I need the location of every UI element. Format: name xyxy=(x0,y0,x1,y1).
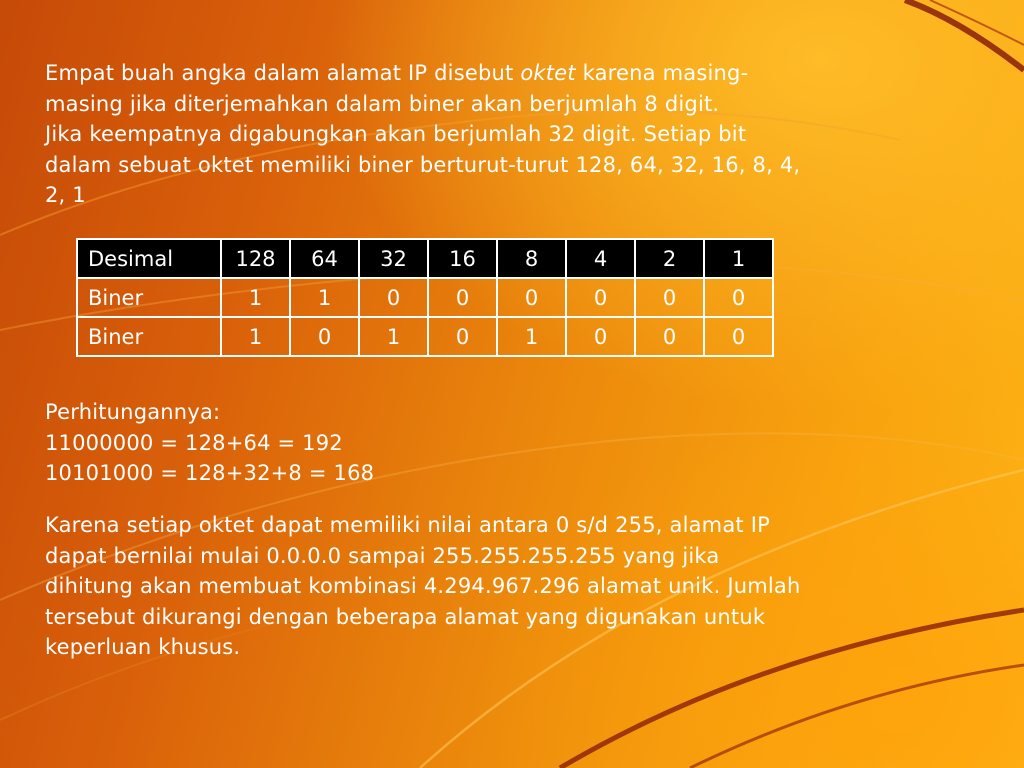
intro-line-3: Jika keempatnya digabungkan akan berjumlah 32 digit. Setiap bit xyxy=(45,122,747,146)
intro-line-2: masing jika diterjemahkan dalam biner akan berjumlah 8 digit. xyxy=(45,91,720,116)
table-row-biner-168 xyxy=(77,317,773,356)
table-cell: 2 xyxy=(635,239,704,278)
table-cell: 0 xyxy=(497,278,566,317)
table-cell: 0 xyxy=(566,317,635,356)
intro-line-1-start: Empat buah angka dalam alamat IP disebut xyxy=(45,61,521,85)
intro-line-1 xyxy=(45,58,985,89)
table-cell: 1 xyxy=(221,278,290,317)
conclusion-paragraph xyxy=(45,510,985,663)
table-cell: 0 xyxy=(428,317,497,356)
row-label: Biner xyxy=(77,317,221,356)
row-label: Biner xyxy=(77,278,221,317)
table-cell: 128 xyxy=(221,239,290,278)
table-cell: 1 xyxy=(704,239,773,278)
table-cell: 1 xyxy=(221,317,290,356)
row-label: Desimal xyxy=(77,239,221,278)
table-cell: 0 xyxy=(359,278,428,317)
calculation-line-1: 11000000 = 128+64 = 192 xyxy=(45,430,343,455)
calculation-paragraph xyxy=(45,397,985,489)
table-cell: 0 xyxy=(428,278,497,317)
table-cell: 16 xyxy=(428,239,497,278)
table-cell: 32 xyxy=(359,239,428,278)
calculation-heading: Perhitungannya: xyxy=(45,400,221,424)
table-row-desimal xyxy=(77,239,773,278)
table-cell: 1 xyxy=(359,317,428,356)
intro-line-5: 2, 1 xyxy=(45,183,86,207)
conclusion-line-3: dihitung akan membuat kombinasi 4.294.967.296 alamat unik. Jumlah xyxy=(45,574,801,598)
table-row-biner-192 xyxy=(77,278,773,317)
table-cell: 0 xyxy=(635,278,704,317)
calculation-line-2: 10101000 = 128+32+8 = 168 xyxy=(45,461,375,485)
conclusion-line-1: Karena setiap oktet dapat memiliki nilai antara 0 s/d 255, alamat IP xyxy=(45,513,770,537)
table-cell: 0 xyxy=(635,317,704,356)
oktet-term: oktet xyxy=(520,61,576,85)
conclusion-line-4: tersebut dikurangi dengan beberapa alamat yang digunakan untuk xyxy=(45,604,766,629)
intro-line-1-end: karena masing- xyxy=(575,61,749,85)
table-cell: 1 xyxy=(290,278,359,317)
binary-table xyxy=(76,238,774,357)
table-cell: 64 xyxy=(290,239,359,278)
table-cell: 1 xyxy=(497,317,566,356)
table-cell: 8 xyxy=(497,239,566,278)
conclusion-line-2: dapat bernilai mulai 0.0.0.0 sampai 255.255.255.255 yang jika xyxy=(45,543,720,568)
intro-line-4: dalam sebuat oktet memiliki biner berturut-turut 128, 64, 32, 16, 8, 4, xyxy=(45,152,801,177)
conclusion-line-5: keperluan khusus. xyxy=(45,635,241,659)
table-cell: 0 xyxy=(704,278,773,317)
table-cell: 0 xyxy=(566,278,635,317)
table-cell: 0 xyxy=(290,317,359,356)
intro-paragraph xyxy=(45,58,985,211)
table-cell: 0 xyxy=(704,317,773,356)
table-cell: 4 xyxy=(566,239,635,278)
